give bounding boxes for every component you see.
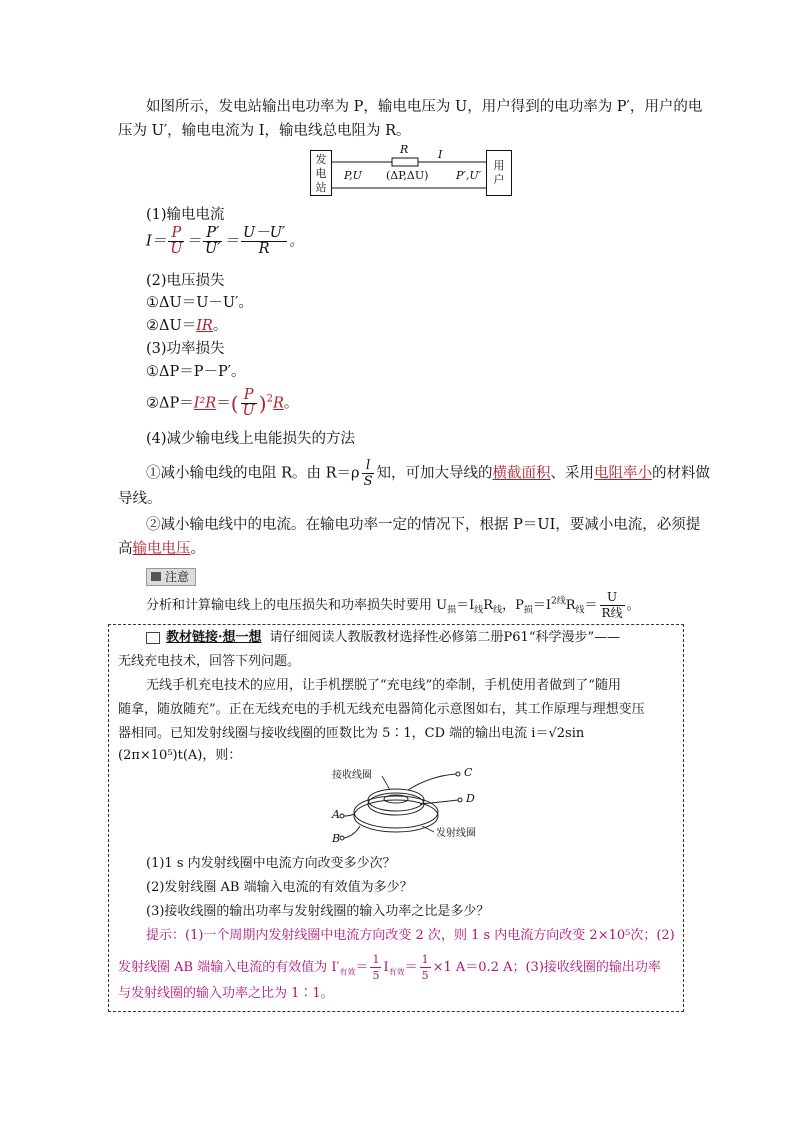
sec4-answer-voltage: 输电电压 [132,541,191,557]
note-sub1: 损 [447,605,457,616]
sec2-item-2 [146,315,227,337]
hint-line-2-end: ×1 A＝0.2 A；(3)接收线圈的输出功率 [432,960,661,975]
sec1-title: (1)输电电流 [146,207,225,223]
box-header-bold: 教材链接·想一想 [166,630,262,645]
sec2-item-2-pre: ②ΔU＝ [146,318,197,334]
hint-line-3: 与发射线圈的输入功率之比为 1∶1。 [118,986,334,1001]
sec4-frac-den: S [363,474,373,489]
sec3-item-2: ②ΔP＝I²R＝( $\frac{P}{U}$ )$^2$R。 [146,387,299,419]
sec4-item-1-line-2: 导线。 [118,491,162,507]
hint-eq2: ＝ [404,960,418,975]
note-tag [146,566,196,586]
hint-line-1: 提示：(1)一个周期内发射线圈中电流方向改变 2 次，则 1 s 内电流方向改变 2×10⁵次；(2) [146,928,675,943]
note-sub3: 线 [493,605,503,616]
note-sub2: 线 [474,605,484,616]
left-pu-label: P,U [344,169,362,182]
note-text [146,590,640,622]
sec4-item-2-line-1: ②减小输电线中的电流。在输电功率一定的情况下，根据 P＝UI，要减小电流，必须提 [146,517,701,533]
terminal-c-label: C [464,766,473,779]
current-label: I [438,148,443,161]
eq1: ＝ [186,233,201,250]
station-label-3: 站 [315,181,327,194]
receive-coil-label: 接收线圈 [332,770,372,781]
sec2-item-2-end: 。 [212,318,228,334]
terminal-a-label: A [332,808,340,821]
question-3: (3)接收线圈的输出功率与发射线圈的输入功率之比是多少？ [146,904,490,919]
question-1: (1)1 s 内发射线圈中电流方向改变多少次？ [146,856,396,871]
box-header [146,628,620,648]
frac1-num: P [168,226,184,242]
question-2: (2)发射线圈 AB 端输入电流的有效值为多少？ [146,880,413,895]
formula-lhs: I＝ [146,233,167,250]
note-eq1: ＝I [456,598,475,613]
box-header-rest: 请仔细阅读人教版教材选择性必修第二册P61“科学漫步”—— [269,630,621,645]
eq2: ＝ [224,233,239,250]
box-para-line-3: 器相同。已知发射线圈与接收线圈的匝数比为 5∶1，CD 端的输出电流 i＝√2sin [118,726,585,741]
note-eq2: ＝I [532,598,551,613]
emit-coil-label: 发射线圈 [436,828,476,839]
sec3-item-2-answer: I²R [193,395,217,412]
sec3-item-2-pre: ②ΔP＝ [146,395,194,412]
sec4-a1-mid2: 、采用 [550,465,594,482]
intro-line-2: 压为 U′，输电电流为 I，输电线总电阻为 R。 [118,123,411,139]
note-frac-den: R线 [601,606,623,620]
frac2-num: P′ [203,226,223,242]
hint-sub2: 有效 [388,967,405,977]
sec4-item-2-line-2 [118,538,205,560]
frac2-den: U′ [204,241,221,257]
hint-line-2 [118,952,661,984]
user-label-2: 户 [493,173,505,186]
sec2-item-1: ①ΔU＝U－U′。 [146,295,253,311]
sec4-a2-pre: 高 [118,541,133,557]
book-icon [146,632,160,644]
note-sup1: 2线 [550,596,566,607]
sec4-answer-cross-section: 横截面积 [492,465,551,482]
note-icon [146,568,196,586]
note-mid: ，P [502,598,524,613]
frac3-num: U－U′ [242,225,286,241]
note-r2: R [565,598,576,613]
terminal-d-label: D [466,792,475,805]
note-frac-num: U [600,590,625,606]
sec3-end: 。 [283,395,299,412]
box-para-line-2: 随拿，随放随充”。正在无线充电的手机无线充电器简化示意图如右，其工作原理与理想变压 [118,702,645,717]
hint-pre: 发射线圈 AB 端输入电流的有效值为 I′ [118,960,340,975]
transmission-diagram [310,143,515,198]
box-para-line-1: 无线手机充电技术的应用，让手机摆脱了“充电线”的牵制，手机使用者做到了“随用 [146,678,621,693]
loss-label: (ΔP,ΔU) [386,169,429,182]
sec4-a1-end: 的材料做 [651,465,710,482]
sec4-a1-mid: 知，可加大导线的 [376,465,493,482]
note-eq3: ＝ [584,598,598,613]
right-pu-label: P′,U′ [456,169,482,182]
hint-i: I [383,960,389,975]
hint-f1-num: 1 [372,953,380,966]
note-sub5: 线 [575,605,585,616]
frac1-den: U [170,241,183,257]
note-r1: R [483,598,494,613]
resistor-label: R [400,143,409,156]
hint-f1-den: 5 [372,969,380,982]
sec2-item-2-answer: IR [196,318,213,334]
hint-sub1: 有效 [339,967,356,977]
box-header-line-2: 无线充电技术，回答下列问题。 [118,654,301,669]
sec1-end: 。 [289,233,304,250]
hint-f2-num: 1 [421,953,429,966]
terminal-b-label: B [332,832,341,845]
sec3-tail-answer: R [272,395,284,412]
note-sub4: 损 [523,605,533,616]
sec3-item-2-eq: ＝ [216,395,231,412]
sec2-title: (2)电压损失 [146,273,225,289]
box-para-line-4: (2π×10⁵)t(A)，则： [118,748,242,763]
coil-diagram [330,766,490,850]
sec3-frac-den: U [242,403,255,419]
sec4-a1-pre: ①减小输电线的电阻 R。由 R＝ρ [146,465,360,482]
sec3-frac-num: P [241,388,257,404]
hint-eq: ＝ [355,960,369,975]
sec4-frac-num: l [362,458,375,474]
intro-line-1: 如图所示，发电站输出电功率为 P，输电电压为 U，用户得到的电功率为 P′，用户的电 [146,99,703,115]
station-label-2: 电 [315,167,327,180]
current-formula [146,226,304,257]
note-pre: 分析和计算输电线上的电压损失和功率损失时要用 U [146,598,448,613]
sec4-title: (4)减少输电线上电能损失的方法 [146,431,356,447]
sec4-a2-end: 。 [190,541,205,557]
sec3-sup: 2 [266,393,273,405]
station-label-1: 发 [315,153,327,166]
note-end: 。 [626,598,640,613]
sec3-title: (3)功率损失 [146,341,225,357]
sec3-item-1: ①ΔP＝P－P′。 [146,364,246,380]
note-tag-label: 注意 [165,570,190,584]
sec4-answer-resistivity: 电阻率小 [593,465,652,482]
user-label-1: 用 [493,159,505,172]
frac3-den: R [258,241,270,257]
sec4-item-1-line-1 [146,458,710,489]
hint-f2-den: 5 [421,969,429,982]
